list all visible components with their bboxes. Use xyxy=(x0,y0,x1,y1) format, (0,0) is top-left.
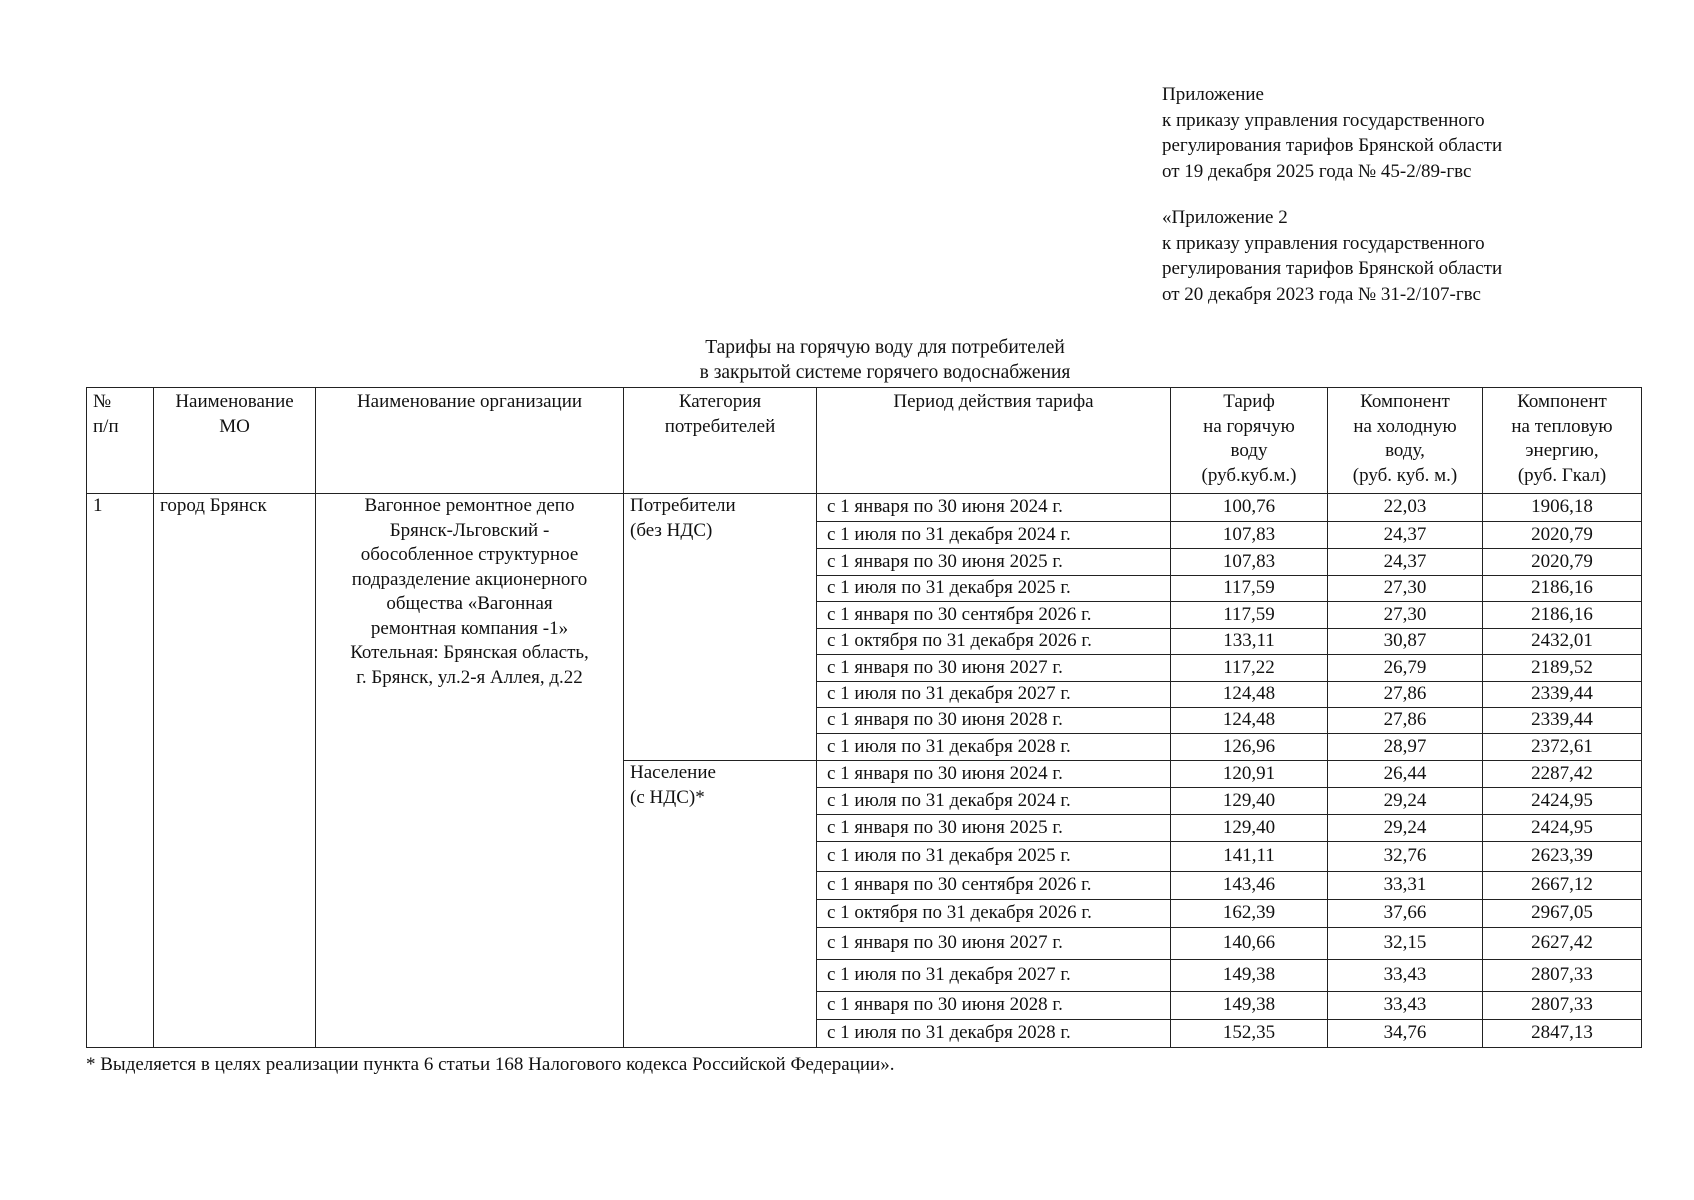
tariff-period: с 1 января по 30 сентября 2026 г. xyxy=(817,872,1171,900)
hot-water-tariff: 100,76 xyxy=(1171,494,1328,522)
hot-water-tariff: 129,40 xyxy=(1171,788,1328,815)
header-tariff: Тариф на горячую воду (руб.куб.м.) xyxy=(1171,388,1328,494)
hot-water-tariff: 117,59 xyxy=(1171,576,1328,602)
tariff-period: с 1 июля по 31 декабря 2028 г. xyxy=(817,1020,1171,1048)
header-line: регулирования тарифов Брянской области xyxy=(1162,258,1503,279)
tariff-period: с 1 октября по 31 декабря 2026 г. xyxy=(817,900,1171,928)
tariff-period: с 1 января по 30 июня 2025 г. xyxy=(817,815,1171,842)
heat-energy-component: 2186,16 xyxy=(1483,576,1642,602)
tariff-period: с 1 января по 30 июня 2025 г. xyxy=(817,549,1171,576)
heat-energy-component: 2339,44 xyxy=(1483,682,1642,708)
tariff-period: с 1 июля по 31 декабря 2024 г. xyxy=(817,522,1171,549)
heat-energy-component: 2627,42 xyxy=(1483,928,1642,960)
heat-energy-component: 2807,33 xyxy=(1483,960,1642,992)
table-row xyxy=(87,494,1642,522)
cold-water-component: 27,86 xyxy=(1328,682,1483,708)
cold-water-component: 26,79 xyxy=(1328,655,1483,682)
hot-water-tariff: 162,39 xyxy=(1171,900,1328,928)
category-line: Потребители xyxy=(630,495,736,516)
hot-water-tariff: 149,38 xyxy=(1171,992,1328,1020)
tariff-period: с 1 июля по 31 декабря 2027 г. xyxy=(817,682,1171,708)
cold-water-component: 34,76 xyxy=(1328,1020,1483,1048)
hot-water-tariff: 107,83 xyxy=(1171,549,1328,576)
cold-water-component: 24,37 xyxy=(1328,549,1483,576)
cold-water-component: 37,66 xyxy=(1328,900,1483,928)
tariff-period: с 1 января по 30 июня 2028 г. xyxy=(817,708,1171,734)
cold-water-component: 33,43 xyxy=(1328,992,1483,1020)
hot-water-tariff: 124,48 xyxy=(1171,708,1328,734)
cold-water-component: 33,31 xyxy=(1328,872,1483,900)
cold-water-component: 27,30 xyxy=(1328,602,1483,629)
header-line: регулирования тарифов Брянской области xyxy=(1162,135,1503,156)
title-line-1: Тарифы на горячую воду для потребителей xyxy=(705,337,1065,358)
tariff-table xyxy=(86,387,1642,1048)
organization-line: обособленное структурное xyxy=(360,544,579,565)
header-line: от 19 декабря 2025 года № 45-2/89-гвс xyxy=(1162,160,1472,182)
tariff-period: с 1 января по 30 июня 2027 г. xyxy=(817,655,1171,682)
cold-water-component: 33,43 xyxy=(1328,960,1483,992)
tariff-period: с 1 января по 30 июня 2024 г. xyxy=(817,494,1171,522)
heat-energy-component: 2339,44 xyxy=(1483,708,1642,734)
header-period: Период действия тарифа xyxy=(817,388,1171,494)
header-line: к приказу управления государственного xyxy=(1162,232,1485,254)
cold-water-component: 22,03 xyxy=(1328,494,1483,522)
municipality-name: город Брянск xyxy=(154,494,316,1048)
heat-energy-component: 2424,95 xyxy=(1483,788,1642,815)
heat-energy-component: 2287,42 xyxy=(1483,761,1642,788)
heat-energy-component: 2667,12 xyxy=(1483,872,1642,900)
header-org: Наименование организации xyxy=(316,388,624,494)
organization-line: Котельная: Брянская область, xyxy=(350,642,589,663)
tariff-period: с 1 июля по 31 декабря 2025 г. xyxy=(817,576,1171,602)
row-number: 1 xyxy=(87,494,154,1048)
hot-water-tariff: 126,96 xyxy=(1171,734,1328,761)
tariff-period: с 1 октября по 31 декабря 2026 г. xyxy=(817,629,1171,655)
footnote: * Выделяется в целях реализации пункта 6 статьи 168 Налогового кодекса Российской Федерации». xyxy=(86,1054,895,1075)
cold-water-component: 29,24 xyxy=(1328,788,1483,815)
heat-energy-component: 2807,33 xyxy=(1483,992,1642,1020)
category-line: (с НДС)* xyxy=(630,786,705,808)
organization-line: ремонтная компания -1» xyxy=(370,617,569,639)
cold-water-component: 24,37 xyxy=(1328,522,1483,549)
heat-energy-component: 1906,18 xyxy=(1483,494,1642,522)
consumer-category xyxy=(624,494,817,761)
hot-water-tariff: 124,48 xyxy=(1171,682,1328,708)
hot-water-tariff: 133,11 xyxy=(1171,629,1328,655)
organization-name xyxy=(316,494,624,1048)
category-line: (без НДС) xyxy=(630,519,713,541)
cold-water-component: 32,15 xyxy=(1328,928,1483,960)
table-header-row xyxy=(87,388,1642,494)
hot-water-tariff: 149,38 xyxy=(1171,960,1328,992)
hot-water-tariff: 141,11 xyxy=(1171,842,1328,872)
heat-energy-component: 2372,61 xyxy=(1483,734,1642,761)
heat-energy-component: 2623,39 xyxy=(1483,842,1642,872)
tariff-period: с 1 января по 30 июня 2028 г. xyxy=(817,992,1171,1020)
organization-line: общества «Вагонная xyxy=(386,593,553,614)
hot-water-tariff: 129,40 xyxy=(1171,815,1328,842)
heat-energy-component: 2020,79 xyxy=(1483,522,1642,549)
cold-water-component: 30,87 xyxy=(1328,629,1483,655)
tariff-period: с 1 июля по 31 декабря 2027 г. xyxy=(817,960,1171,992)
header-line: Приложение xyxy=(1162,84,1264,105)
hot-water-tariff: 117,22 xyxy=(1171,655,1328,682)
heat-energy-component: 2967,05 xyxy=(1483,900,1642,928)
tariff-period: с 1 января по 30 сентября 2026 г. xyxy=(817,602,1171,629)
tariff-period: с 1 июля по 31 декабря 2024 г. xyxy=(817,788,1171,815)
category-line: Население xyxy=(630,762,716,783)
header-line: от 20 декабря 2023 года № 31-2/107-гвс xyxy=(1162,283,1481,305)
cold-water-component: 28,97 xyxy=(1328,734,1483,761)
tariff-period: с 1 января по 30 июня 2027 г. xyxy=(817,928,1171,960)
header-mo: Наименование МО xyxy=(154,388,316,494)
header-line: к приказу управления государственного xyxy=(1162,109,1485,131)
tariff-period: с 1 июля по 31 декабря 2025 г. xyxy=(817,842,1171,872)
hot-water-tariff: 143,46 xyxy=(1171,872,1328,900)
organization-line: подразделение акционерного xyxy=(351,568,588,590)
header-heat-energy: Компонент на тепловую энергию, (руб. Гкал) xyxy=(1483,388,1642,494)
heat-energy-component: 2189,52 xyxy=(1483,655,1642,682)
consumer-category xyxy=(624,761,817,1048)
appendix-header xyxy=(1162,82,1502,307)
hot-water-tariff: 107,83 xyxy=(1171,522,1328,549)
cold-water-component: 29,24 xyxy=(1328,815,1483,842)
hot-water-tariff: 120,91 xyxy=(1171,761,1328,788)
heat-energy-component: 2424,95 xyxy=(1483,815,1642,842)
heat-energy-component: 2847,13 xyxy=(1483,1020,1642,1048)
header-cold-water: Компонент на холодную воду, (руб. куб. м.) xyxy=(1328,388,1483,494)
organization-line: г. Брянск, ул.2-я Аллея, д.22 xyxy=(356,666,583,688)
cold-water-component: 26,44 xyxy=(1328,761,1483,788)
heat-energy-component: 2020,79 xyxy=(1483,549,1642,576)
heat-energy-component: 2432,01 xyxy=(1483,629,1642,655)
cold-water-component: 32,76 xyxy=(1328,842,1483,872)
cold-water-component: 27,86 xyxy=(1328,708,1483,734)
tariff-period: с 1 июля по 31 декабря 2028 г. xyxy=(817,734,1171,761)
organization-line: Вагонное ремонтное депо xyxy=(364,495,575,516)
organization-line: Брянск-Льговский - xyxy=(389,519,550,541)
title-line-2: в закрытой системе горячего водоснабжения xyxy=(699,362,1071,383)
heat-energy-component: 2186,16 xyxy=(1483,602,1642,629)
tariff-period: с 1 января по 30 июня 2024 г. xyxy=(817,761,1171,788)
hot-water-tariff: 152,35 xyxy=(1171,1020,1328,1048)
cold-water-component: 27,30 xyxy=(1328,576,1483,602)
header-category: Категория потребителей xyxy=(624,388,817,494)
header-line: «Приложение 2 xyxy=(1162,207,1288,228)
hot-water-tariff: 140,66 xyxy=(1171,928,1328,960)
table-title xyxy=(560,335,1210,385)
hot-water-tariff: 117,59 xyxy=(1171,602,1328,629)
header-num: № п/п xyxy=(87,388,154,494)
